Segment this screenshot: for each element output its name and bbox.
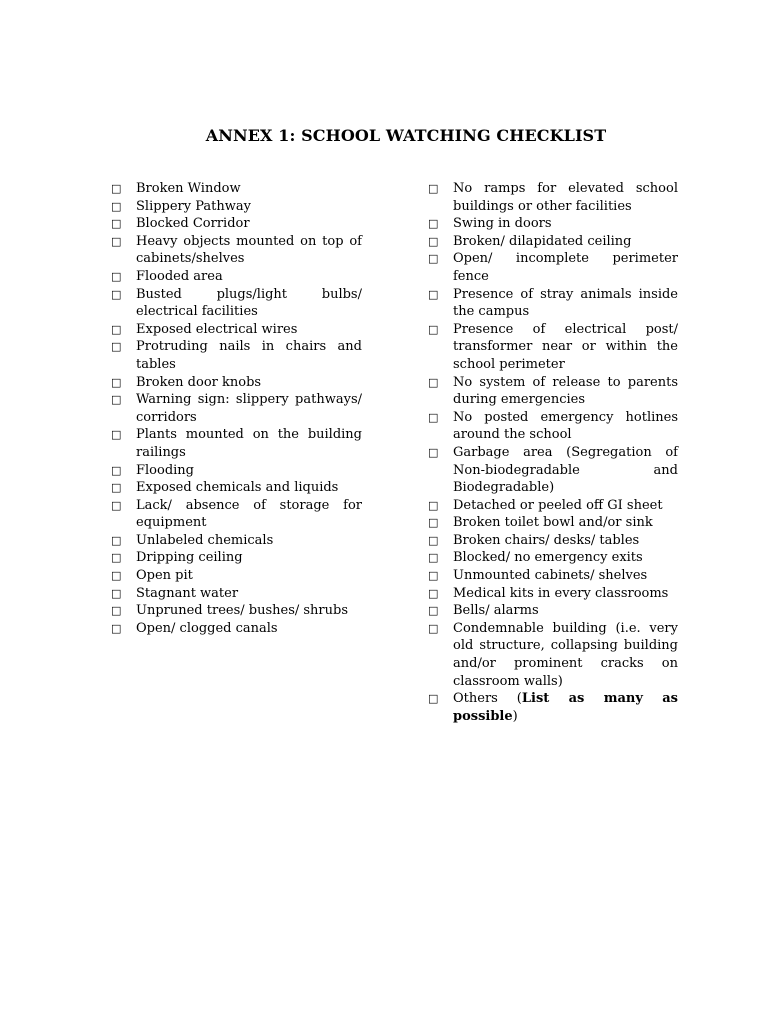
checkbox-icon[interactable]: □ xyxy=(111,199,122,213)
checkbox-icon[interactable]: □ xyxy=(111,322,122,336)
checklist-item-label: Protruding nails in chairs and tables xyxy=(136,339,362,372)
checklist-item[interactable] xyxy=(428,514,678,532)
checkbox-icon[interactable]: □ xyxy=(111,498,122,512)
checklist-item[interactable] xyxy=(428,250,678,285)
checkbox-icon[interactable]: □ xyxy=(111,533,122,547)
page-title: ANNEX 1: SCHOOL WATCHING CHECKLIST xyxy=(205,126,607,145)
checklist-item[interactable] xyxy=(111,268,362,286)
checklist-item[interactable] xyxy=(111,497,362,532)
checkbox-icon[interactable]: □ xyxy=(111,569,122,583)
checkbox-icon[interactable]: □ xyxy=(428,569,439,583)
checklist-item[interactable] xyxy=(111,585,362,603)
checklist-item[interactable] xyxy=(111,215,362,233)
checklist-item-label: Broken chairs/ desks/ tables xyxy=(453,532,640,548)
checklist-item[interactable] xyxy=(428,585,678,603)
others-prefix: Others ( xyxy=(453,691,522,707)
checklist-item[interactable] xyxy=(111,602,362,620)
others-emphasis: List as many as possible xyxy=(453,691,678,724)
checkbox-icon[interactable]: □ xyxy=(111,586,122,600)
checklist-item[interactable] xyxy=(111,198,362,216)
checkbox-icon[interactable]: □ xyxy=(428,287,439,301)
checklist-item-label: Open/ clogged canals xyxy=(136,620,278,636)
checklist-item[interactable] xyxy=(428,549,678,567)
checklist-item-label: Dripping ceiling xyxy=(136,550,243,566)
checklist-item-label: Broken door knobs xyxy=(136,374,262,390)
others-suffix: ) xyxy=(512,708,518,724)
checklist-item-label: Busted plugs/light bulbs/ electrical facilities xyxy=(136,286,362,320)
checklist-item[interactable] xyxy=(428,602,678,620)
checklist-item-label: No system of release to parents during emergencies xyxy=(453,374,678,408)
checklist-item-label: Broken/ dilapidated ceiling xyxy=(453,233,632,249)
checklist-item-label: Detached or peeled off GI sheet xyxy=(453,497,663,513)
checklist-item-label: Exposed electrical wires xyxy=(136,321,298,337)
checkbox-icon[interactable]: □ xyxy=(111,340,122,354)
checkbox-icon[interactable]: □ xyxy=(428,234,439,248)
checklist-item-label: Exposed chemicals and liquids xyxy=(136,480,339,496)
checklist-item-label: Unpruned trees/ bushes/ shrubs xyxy=(136,603,349,619)
checklist-item[interactable] xyxy=(428,497,678,515)
checkbox-icon[interactable]: □ xyxy=(111,604,122,618)
checklist-item[interactable] xyxy=(428,286,678,321)
checklist-item[interactable] xyxy=(428,444,678,497)
checklist-item[interactable] xyxy=(428,532,678,550)
checklist-item[interactable] xyxy=(111,532,362,550)
checklist-item-label: Presence of stray animals inside the campus xyxy=(453,286,678,320)
checkbox-icon[interactable]: □ xyxy=(111,375,122,389)
checklist-item[interactable] xyxy=(111,374,362,392)
checklist-item[interactable] xyxy=(111,180,362,198)
checkbox-icon[interactable]: □ xyxy=(111,393,122,407)
checklist-item[interactable] xyxy=(111,233,362,268)
checklist-item[interactable] xyxy=(428,567,678,585)
checklist-item-label: Flooded area xyxy=(136,268,223,284)
checklist-item[interactable] xyxy=(111,620,362,638)
checkbox-icon[interactable]: □ xyxy=(111,217,122,231)
checklist-item-label: Bells/ alarms xyxy=(453,603,539,619)
checklist-item[interactable] xyxy=(428,215,678,233)
checklist-item-label xyxy=(453,690,678,725)
checkbox-icon[interactable]: □ xyxy=(428,445,439,459)
checklist-item[interactable] xyxy=(428,321,678,374)
checklist-item-label: Blocked Corridor xyxy=(136,216,250,232)
checklist-item-label: Heavy objects mounted on top of cabinets/shelves xyxy=(136,233,362,267)
checkbox-icon[interactable]: □ xyxy=(428,586,439,600)
checklist-item[interactable] xyxy=(111,462,362,480)
checklist-item-label: Medical kits in every classrooms xyxy=(453,585,669,601)
checklist-item[interactable] xyxy=(428,620,678,690)
checkbox-icon[interactable]: □ xyxy=(428,692,439,706)
checklist-item-label: Broken toilet bowl and/or sink xyxy=(453,515,653,531)
checkbox-icon[interactable]: □ xyxy=(111,481,122,495)
checklist-item[interactable] xyxy=(111,549,362,567)
checkbox-icon[interactable]: □ xyxy=(111,234,122,248)
checklist-item[interactable] xyxy=(111,286,362,321)
checklist-item[interactable] xyxy=(428,374,678,409)
checkbox-icon[interactable]: □ xyxy=(428,551,439,565)
checklist-item[interactable] xyxy=(111,338,362,373)
checkbox-icon[interactable]: □ xyxy=(111,621,122,635)
checkbox-icon[interactable]: □ xyxy=(111,182,122,195)
checkbox-icon[interactable]: □ xyxy=(111,269,122,283)
checklist-item-label: Blocked/ no emergency exits xyxy=(453,550,643,566)
checkbox-icon[interactable]: □ xyxy=(111,287,122,301)
checklist-left-column xyxy=(111,180,362,637)
checkbox-icon[interactable]: □ xyxy=(428,217,439,231)
checklist-item-label: Unlabeled chemicals xyxy=(136,532,274,548)
checkbox-icon[interactable]: □ xyxy=(428,410,439,424)
checklist-item-label: No posted emergency hotlines around the school xyxy=(453,409,678,443)
checklist-item-label: Flooding xyxy=(136,462,195,478)
checklist-item-label: Plants mounted on the building railings xyxy=(136,427,362,460)
checklist-item[interactable] xyxy=(111,479,362,497)
checklist-item-label: Garbage area (Segregation of Non-biodegradable and Biodegradable) xyxy=(453,444,678,496)
checklist-item-label: Condemnable building (i.e. very old structure, collapsing building and/or prominent cracks on classroom walls) xyxy=(453,620,678,689)
checkbox-icon[interactable]: □ xyxy=(428,252,439,266)
checkbox-icon[interactable]: □ xyxy=(111,463,122,477)
checklist-item-label: Open/ incomplete perimeter fence xyxy=(453,251,678,284)
checklist-item-label: Open pit xyxy=(136,568,193,584)
checkbox-icon[interactable]: □ xyxy=(428,322,439,336)
checklist-item[interactable] xyxy=(428,409,678,444)
checklist-item-label: Presence of electrical post/ transformer near or within the school perimeter xyxy=(453,321,678,372)
checkbox-icon[interactable]: □ xyxy=(428,533,439,547)
checklist-item-label: Swing in doors xyxy=(453,216,552,232)
checklist-item-label: Warning sign: slippery pathways/ corridors xyxy=(136,392,362,425)
checklist-item-label: Slippery Pathway xyxy=(136,198,251,214)
checklist-right-column xyxy=(428,180,678,725)
checklist-item-label: Lack/ absence of storage for equipment xyxy=(136,497,362,531)
checklist-item[interactable] xyxy=(111,391,362,426)
checklist-item[interactable] xyxy=(111,567,362,585)
checkbox-icon[interactable]: □ xyxy=(428,621,439,635)
checkbox-icon[interactable]: □ xyxy=(428,375,439,389)
checkbox-icon[interactable]: □ xyxy=(111,428,122,442)
checklist-item[interactable] xyxy=(111,321,362,339)
checkbox-icon[interactable]: □ xyxy=(428,498,439,512)
checklist-item[interactable] xyxy=(428,180,678,215)
checklist-item-label: Broken Window xyxy=(136,181,241,196)
checklist-item-others[interactable] xyxy=(428,690,678,725)
checkbox-icon[interactable]: □ xyxy=(428,516,439,530)
checklist-item-label: Stagnant water xyxy=(136,585,239,601)
checkbox-icon[interactable]: □ xyxy=(428,604,439,618)
checkbox-icon[interactable]: □ xyxy=(428,182,439,195)
checklist-item-label: No ramps for elevated school buildings or other facilities xyxy=(453,181,678,214)
checkbox-icon[interactable]: □ xyxy=(111,551,122,565)
checklist-item-label: Unmounted cabinets/ shelves xyxy=(453,568,648,584)
checklist-item[interactable] xyxy=(111,426,362,461)
checklist-item[interactable] xyxy=(428,233,678,251)
